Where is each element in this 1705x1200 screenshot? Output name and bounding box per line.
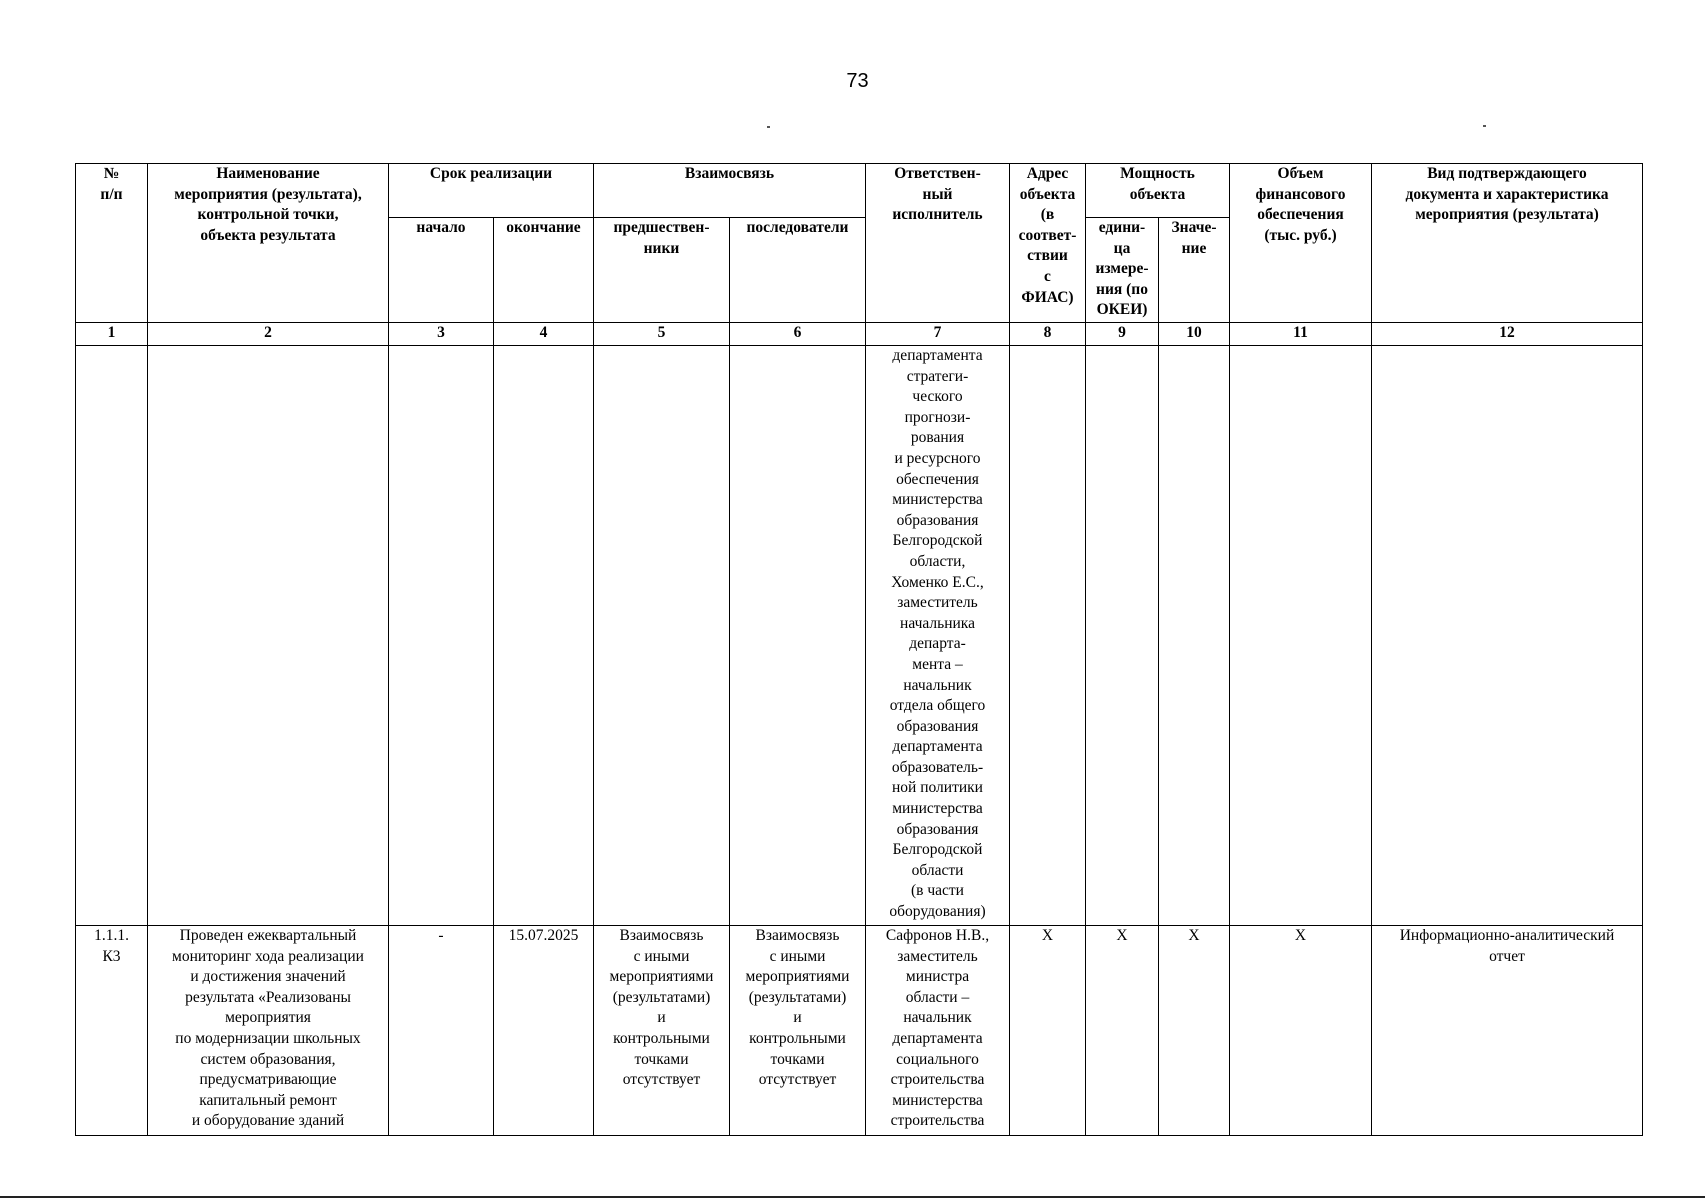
cell-address	[1010, 346, 1086, 926]
cell-number	[76, 346, 148, 926]
column-number-row	[76, 323, 1643, 346]
table-row-1-1-1-k3	[76, 926, 1643, 1136]
header-address: Адрес объекта (в соответ- ствии с ФИАС)	[1010, 164, 1086, 323]
header-executor: Ответствен- ный исполнитель	[866, 164, 1010, 323]
cell-predecessors: Взаимосвязь с иными мероприятиями (результатами) и контрольными точками отсутствует	[594, 926, 730, 1136]
column-number: 5	[594, 323, 730, 346]
cell-name: Проведен ежеквартальный мониторинг хода реализации и достижения значений результата «Реализованы мероприятия по модернизации школьных систем образования, предусматривающие капитальный ремонт и оборудование зданий	[148, 926, 389, 1136]
column-number: 8	[1010, 323, 1086, 346]
header-finance: Объем финансового обеспечения (тыс. руб.)	[1230, 164, 1372, 323]
column-number: 10	[1159, 323, 1230, 346]
cell-predecessors	[594, 346, 730, 926]
header-predecessors: предшествен- ники	[594, 218, 730, 323]
column-number: 12	[1372, 323, 1643, 346]
cell-number: 1.1.1. К3	[76, 926, 148, 1136]
cell-value: X	[1159, 926, 1230, 1136]
cell-end	[494, 346, 594, 926]
cell-document: Информационно-аналитический отчет	[1372, 926, 1643, 1136]
cell-name	[148, 346, 389, 926]
header-unit: едини- ца измере- ния (по ОКЕИ)	[1086, 218, 1159, 323]
cell-successors: Взаимосвязь с иными мероприятиями (результатами) и контрольными точками отсутствует	[730, 926, 866, 1136]
cell-end: 15.07.2025	[494, 926, 594, 1136]
activities-table	[75, 163, 1643, 1136]
scan-speck	[767, 126, 770, 128]
cell-executor: Сафронов Н.В., заместитель министра области – начальник департамента социального строительства министерства строительства	[866, 926, 1010, 1136]
header-row-1	[76, 164, 1643, 218]
column-number: 4	[494, 323, 594, 346]
cell-unit	[1086, 346, 1159, 926]
header-value: Значе- ние	[1159, 218, 1230, 323]
header-term: Срок реализации	[389, 164, 594, 218]
header-link: Взаимосвязь	[594, 164, 866, 218]
column-number: 3	[389, 323, 494, 346]
header-start: начало	[389, 218, 494, 323]
column-number: 1	[76, 323, 148, 346]
cell-finance: X	[1230, 926, 1372, 1136]
cell-successors	[730, 346, 866, 926]
column-number: 11	[1230, 323, 1372, 346]
cell-unit: X	[1086, 926, 1159, 1136]
cell-value	[1159, 346, 1230, 926]
column-number: 9	[1086, 323, 1159, 346]
cell-document	[1372, 346, 1643, 926]
header-number: № п/п	[76, 164, 148, 323]
cell-finance	[1230, 346, 1372, 926]
page-number: 73	[846, 70, 869, 92]
header-power: Мощность объекта	[1086, 164, 1230, 218]
column-number: 6	[730, 323, 866, 346]
cell-start: -	[389, 926, 494, 1136]
column-number: 2	[148, 323, 389, 346]
table-row-continuation	[76, 346, 1643, 926]
header-name: Наименование мероприятия (результата), контрольной точки, объекта результата	[148, 164, 389, 323]
cell-start	[389, 346, 494, 926]
header-end: окончание	[494, 218, 594, 323]
cell-address: X	[1010, 926, 1086, 1136]
header-document: Вид подтверждающего документа и характеристика мероприятия (результата)	[1372, 164, 1643, 323]
scan-speck	[1483, 125, 1486, 127]
scan-bottom-edge	[0, 1196, 1705, 1198]
cell-executor: департамента стратеги- ческого прогнози- рования и ресурсного обеспечения министерства образования Белгородской области, Хоменко Е.С., заместитель начальника департа- мента – начальник отдела общего образования департамента образователь- ной политики министерства образования Белгородской области (в части оборудования)	[866, 346, 1010, 926]
column-number: 7	[866, 323, 1010, 346]
header-successors: последователи	[730, 218, 866, 323]
